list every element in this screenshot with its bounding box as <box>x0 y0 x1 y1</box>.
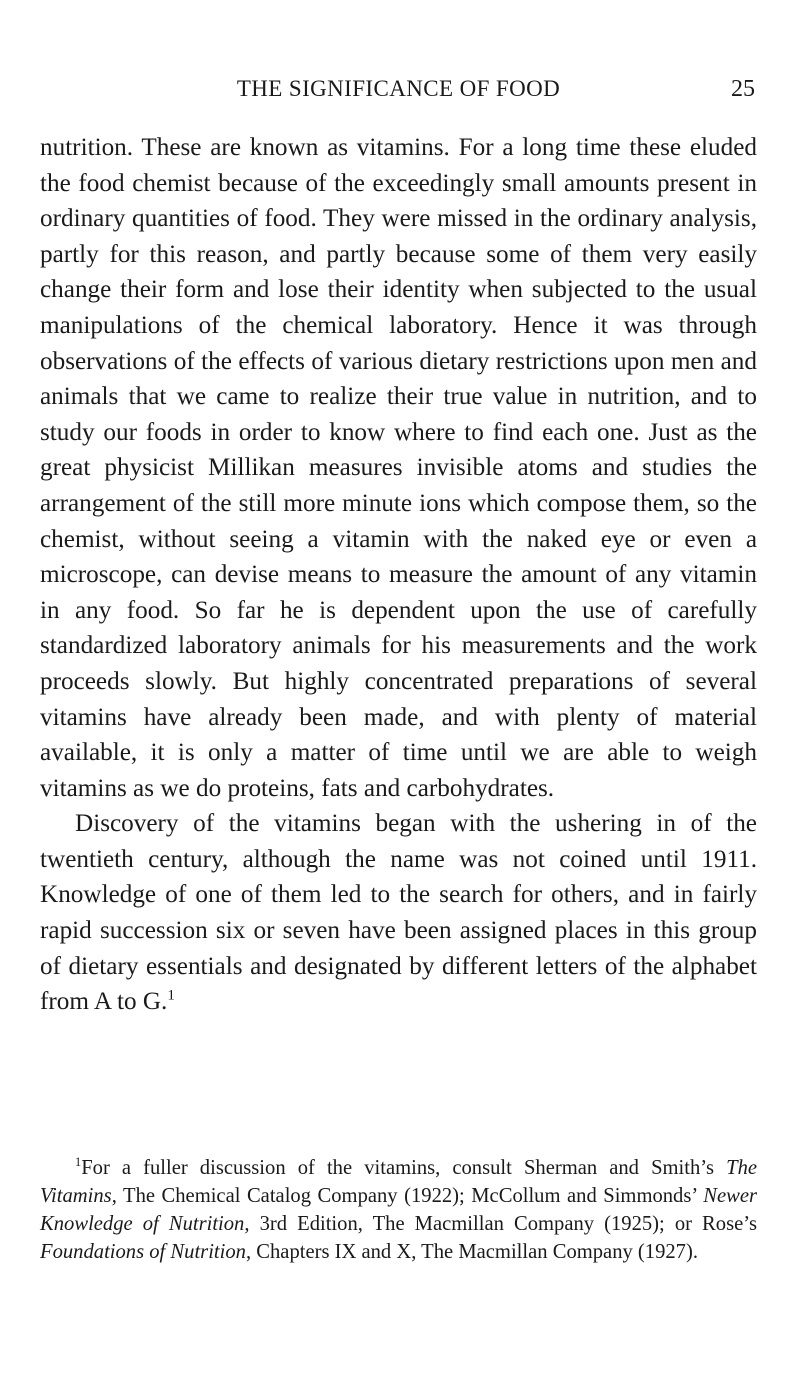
body-text <box>40 130 757 1020</box>
footnote-reference: 1 <box>167 987 175 1004</box>
paragraph-2 <box>40 806 757 1020</box>
footnote-title-the-vitamins: The Vitamins <box>40 1157 757 1207</box>
footnote <box>40 1154 757 1266</box>
footnote-title-foundations: Foundations of Nutrition <box>40 1241 246 1263</box>
paragraph-1: nutrition. These are known as vitamins. For a long time these eluded the food chemist because of the exceedingly small amounts present in ordinary quantities of food. They were missed in the ordinary analysis, partly for this reason, and partly because some of them very easily change their form and lose their identity when subjected to the usual manipulations of the chemical laboratory. Hence it was through observations of the effects of various dietary restrictions upon men and animals that we came to realize their true value in nutrition, and to study our foods in order to know where to find each one. Just as the great physicist Millikan measures invisible atoms and studies the arrangement of the still more minute ions which compose them, so the chemist, without seeing a vitamin with the naked eye or even a microscope, can devise means to measure the amount of any vitamin in any food. So far he is dependent upon the use of carefully standardized laboratory animals for his measurements and the work proceeds slowly. But highly concentrated preparations of several vitamins have already been made, and with plenty of material available, it is only a matter of time until we are able to weigh vitamins as we do proteins, fats and carbohydrates. <box>40 134 757 802</box>
footnote-marker: 1 <box>75 1155 82 1170</box>
footnote-text-2: , The Chemical Catalog Company (1922); McCollum and Simmonds’ <box>111 1185 704 1207</box>
footnote-text-4: , Chapters IX and X, The Macmillan Company (1927). <box>245 1241 698 1263</box>
paragraph-2-text: Discovery of the vitamins began with the ushering in of the twentieth century, although the name was not coined until 1911. Knowledge of one of them led to the search for others, and in fairly rapid succession six or seven have been assigned places in this group of dietary essentials and designated by different letters of the alphabet from A to G. <box>40 810 757 1016</box>
footnote-title-newer-knowledge: Newer Knowledge of Nutrition <box>40 1185 757 1235</box>
footnote-text-1: For a fuller discussion of the vitamins, consult Sherman and Smith’s <box>81 1157 727 1179</box>
footnote-text-3: , 3rd Edition, The Macmillan Company (1925); or Rose’s <box>244 1213 757 1235</box>
page-number: 25 <box>731 76 755 102</box>
running-head <box>40 74 757 104</box>
running-title: THE SIGNIFICANCE OF FOOD <box>236 76 561 101</box>
